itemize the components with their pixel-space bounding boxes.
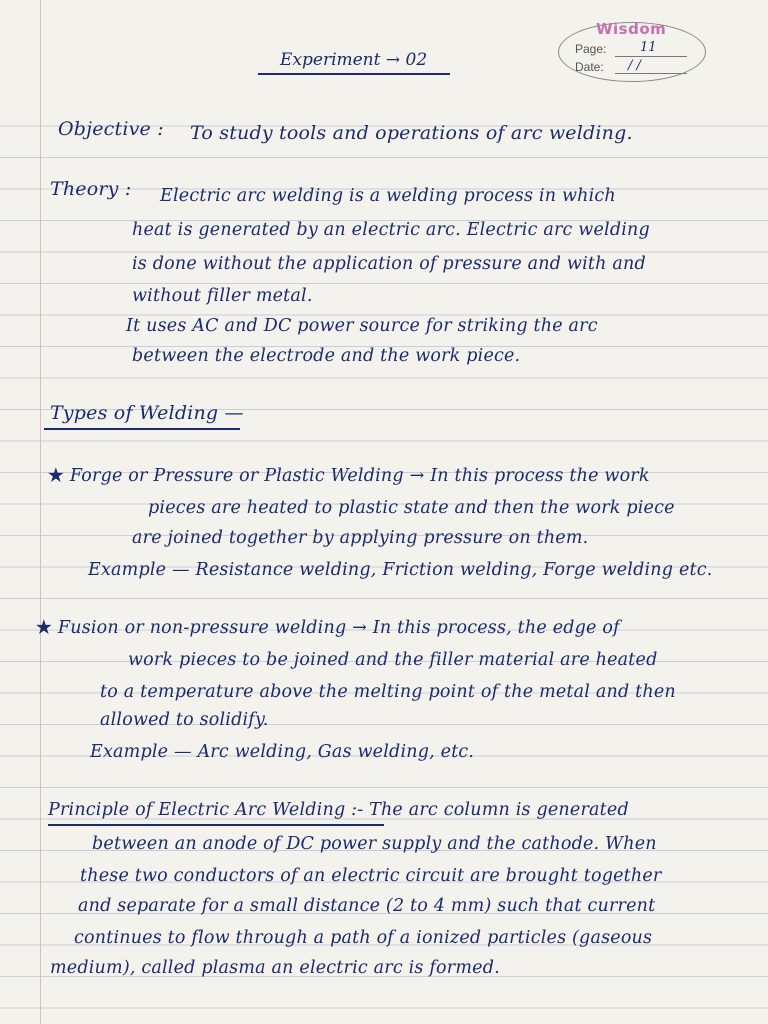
types-heading-underline <box>44 428 240 430</box>
principle-heading-underline <box>48 824 384 826</box>
date-label: Date: <box>575 60 604 74</box>
margin-line <box>40 0 41 1024</box>
fusion-line: to a temperature above the melting point of the metal and then <box>100 682 676 702</box>
page-number-rule <box>615 56 687 57</box>
fusion-line: work pieces to be joined and the filler material are heated <box>128 650 658 670</box>
fusion-item <box>36 620 620 638</box>
objective-text: To study tools and operations of arc welding. <box>190 122 633 144</box>
principle-line: and separate for a small distance (2 to 4 mm) such that current <box>78 896 656 916</box>
principle-line: medium), called plasma an electric arc is formed. <box>50 958 500 978</box>
theory-line: It uses AC and DC power source for striking the arc <box>126 316 598 336</box>
objective-label: Objective : <box>58 118 164 140</box>
theory-line: without filler metal. <box>132 286 313 306</box>
page-number-label: Page: <box>575 42 607 56</box>
fusion-line: Fusion or non-pressure welding → In this process, the edge of <box>57 618 620 638</box>
date-value: / / <box>628 58 641 73</box>
principle-line: these two conductors of an electric circuit are brought together <box>80 866 662 886</box>
theory-line: between the electrode and the work piece. <box>132 346 521 366</box>
bullet-star-icon: ★ <box>36 618 52 638</box>
date-rule <box>615 73 687 74</box>
forge-item <box>48 468 650 486</box>
principle-heading: Principle of Electric Arc Welding :- The arc column is generated <box>48 800 629 820</box>
fusion-line: allowed to solidify. <box>100 710 269 730</box>
theory-label: Theory : <box>50 178 132 200</box>
types-heading: Types of Welding — <box>50 402 244 424</box>
forge-line: pieces are heated to plastic state and then the work piece <box>148 498 675 518</box>
bullet-star-icon: ★ <box>48 466 64 486</box>
forge-line: are joined together by applying pressure on them. <box>132 528 589 548</box>
page-title: Experiment → 02 <box>280 50 428 70</box>
principle-line: between an anode of DC power supply and the cathode. When <box>92 834 657 854</box>
fusion-example: Example — Arc welding, Gas welding, etc. <box>90 742 475 762</box>
forge-line: Forge or Pressure or Plastic Welding → In this process the work <box>69 466 650 486</box>
title-underline <box>258 73 450 75</box>
theory-line: heat is generated by an electric arc. Electric arc welding <box>132 220 650 240</box>
page-number-value: 11 <box>640 40 657 55</box>
forge-example: Example — Resistance welding, Friction welding, Forge welding etc. <box>88 560 713 580</box>
principle-line: continues to flow through a path of a ionized particles (gaseous <box>74 928 653 948</box>
theory-line: is done without the application of pressure and with and <box>132 254 646 274</box>
wisdom-logo: Wisdom <box>596 20 667 38</box>
theory-line: Electric arc welding is a welding process in which <box>160 186 616 206</box>
